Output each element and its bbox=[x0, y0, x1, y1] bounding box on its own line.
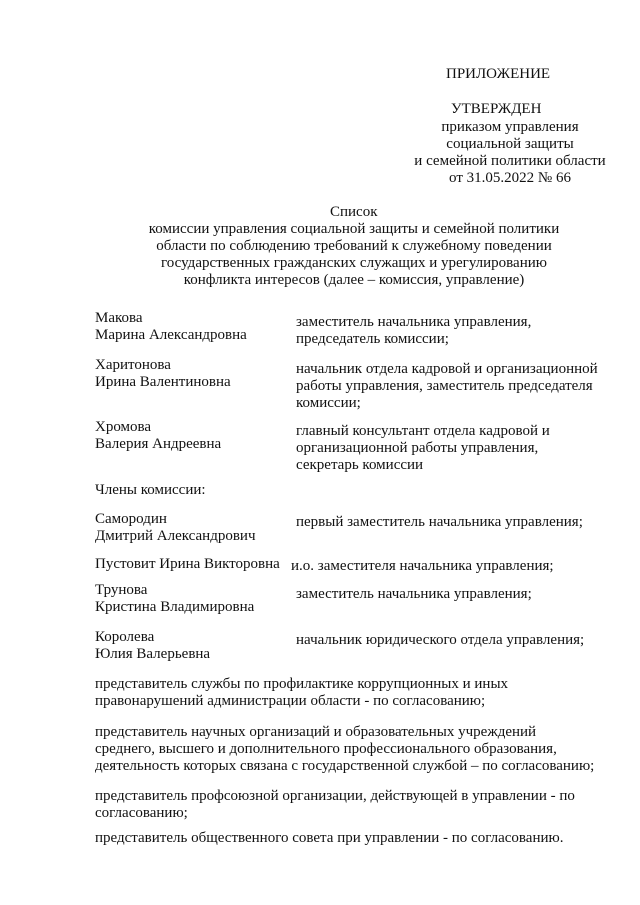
title-line: конфликта интересов (далее – комиссия, управление) bbox=[183, 272, 525, 288]
role-line: секретарь комиссии bbox=[296, 457, 424, 473]
appendix-label: ПРИЛОЖЕНИЕ bbox=[446, 66, 551, 82]
document-title bbox=[104, 221, 604, 289]
member-role bbox=[296, 314, 531, 348]
representative-entry bbox=[95, 676, 508, 710]
surname: Королева bbox=[95, 629, 155, 645]
given-names: Дмитрий Александрович bbox=[95, 528, 256, 544]
role-line: работы управления, заместитель председателя bbox=[296, 378, 593, 394]
representative-entry bbox=[95, 788, 575, 822]
entry-line: представитель общественного совета при управлении - по согласованию. bbox=[95, 830, 564, 846]
role-line: организационной работы управления, bbox=[296, 440, 539, 456]
title-line: комиссии управления социальной защиты и семейной политики bbox=[148, 221, 560, 237]
entry-line: деятельность которых связана с государственной службой – по согласованию; bbox=[95, 758, 595, 774]
entry-line: представитель профсоюзной организации, действующей в управлении - по bbox=[95, 788, 575, 804]
role-line: заместитель начальника управления, bbox=[296, 314, 532, 330]
given-names: Валерия Андреевна bbox=[95, 436, 222, 452]
given-names: Юлия Валерьевна bbox=[95, 646, 211, 662]
approval-details bbox=[370, 119, 640, 187]
approval-line: социальной защиты bbox=[446, 136, 574, 152]
full-name: Пустовит Ирина Викторовна bbox=[95, 556, 280, 572]
approval-line: приказом управления bbox=[441, 119, 579, 135]
given-names: Марина Александровна bbox=[95, 327, 247, 343]
member-name bbox=[95, 357, 231, 391]
member-name bbox=[95, 511, 256, 545]
member-name bbox=[95, 419, 221, 453]
title-line: области по соблюдению требований к служебному поведении bbox=[156, 238, 552, 254]
role-line: председатель комиссии; bbox=[296, 331, 449, 347]
given-names: Ирина Валентиновна bbox=[95, 374, 231, 390]
representative-entry bbox=[95, 724, 594, 775]
entry-line: среднего, высшего и дополнительного профессионального образования, bbox=[95, 741, 557, 757]
surname: Хромова bbox=[95, 419, 152, 435]
entry-line: представитель научных организаций и образовательных учреждений bbox=[95, 724, 537, 740]
member-role bbox=[296, 361, 598, 412]
given-names: Кристина Владимировна bbox=[95, 599, 255, 615]
title-line: государственных гражданских служащих и урегулированию bbox=[161, 255, 547, 271]
approval-line: и семейной политики области bbox=[414, 153, 606, 169]
surname: Трунова bbox=[95, 582, 148, 598]
role-line: начальник отдела кадровой и организационной bbox=[296, 361, 598, 377]
approval-line: от 31.05.2022 № 66 bbox=[449, 170, 571, 186]
member-name bbox=[95, 556, 280, 573]
entry-line: согласованию; bbox=[95, 805, 188, 821]
members-label: Члены комиссии: bbox=[95, 482, 206, 498]
surname: Харитонова bbox=[95, 357, 171, 373]
role-line: главный консультант отдела кадровой и bbox=[296, 423, 550, 439]
entry-line: представитель службы по профилактике коррупционных и иных bbox=[95, 676, 509, 692]
member-role: начальник юридического отдела управления; bbox=[296, 632, 585, 648]
member-name bbox=[95, 310, 247, 344]
member-role: заместитель начальника управления; bbox=[296, 586, 532, 602]
member-name bbox=[95, 629, 210, 663]
surname: Самородин bbox=[95, 511, 167, 527]
member-role bbox=[296, 423, 550, 474]
representative-entry bbox=[95, 830, 563, 847]
document-heading: Список bbox=[330, 204, 378, 220]
surname: Макова bbox=[95, 310, 143, 326]
member-role: первый заместитель начальника управления; bbox=[296, 514, 583, 530]
entry-line: правонарушений администрации области - по согласованию; bbox=[95, 693, 486, 709]
member-role: и.о. заместителя начальника управления; bbox=[291, 558, 554, 574]
approved-label: УТВЕРЖДЕН bbox=[451, 101, 542, 117]
role-line: комиссии; bbox=[296, 395, 361, 411]
member-name bbox=[95, 582, 254, 616]
